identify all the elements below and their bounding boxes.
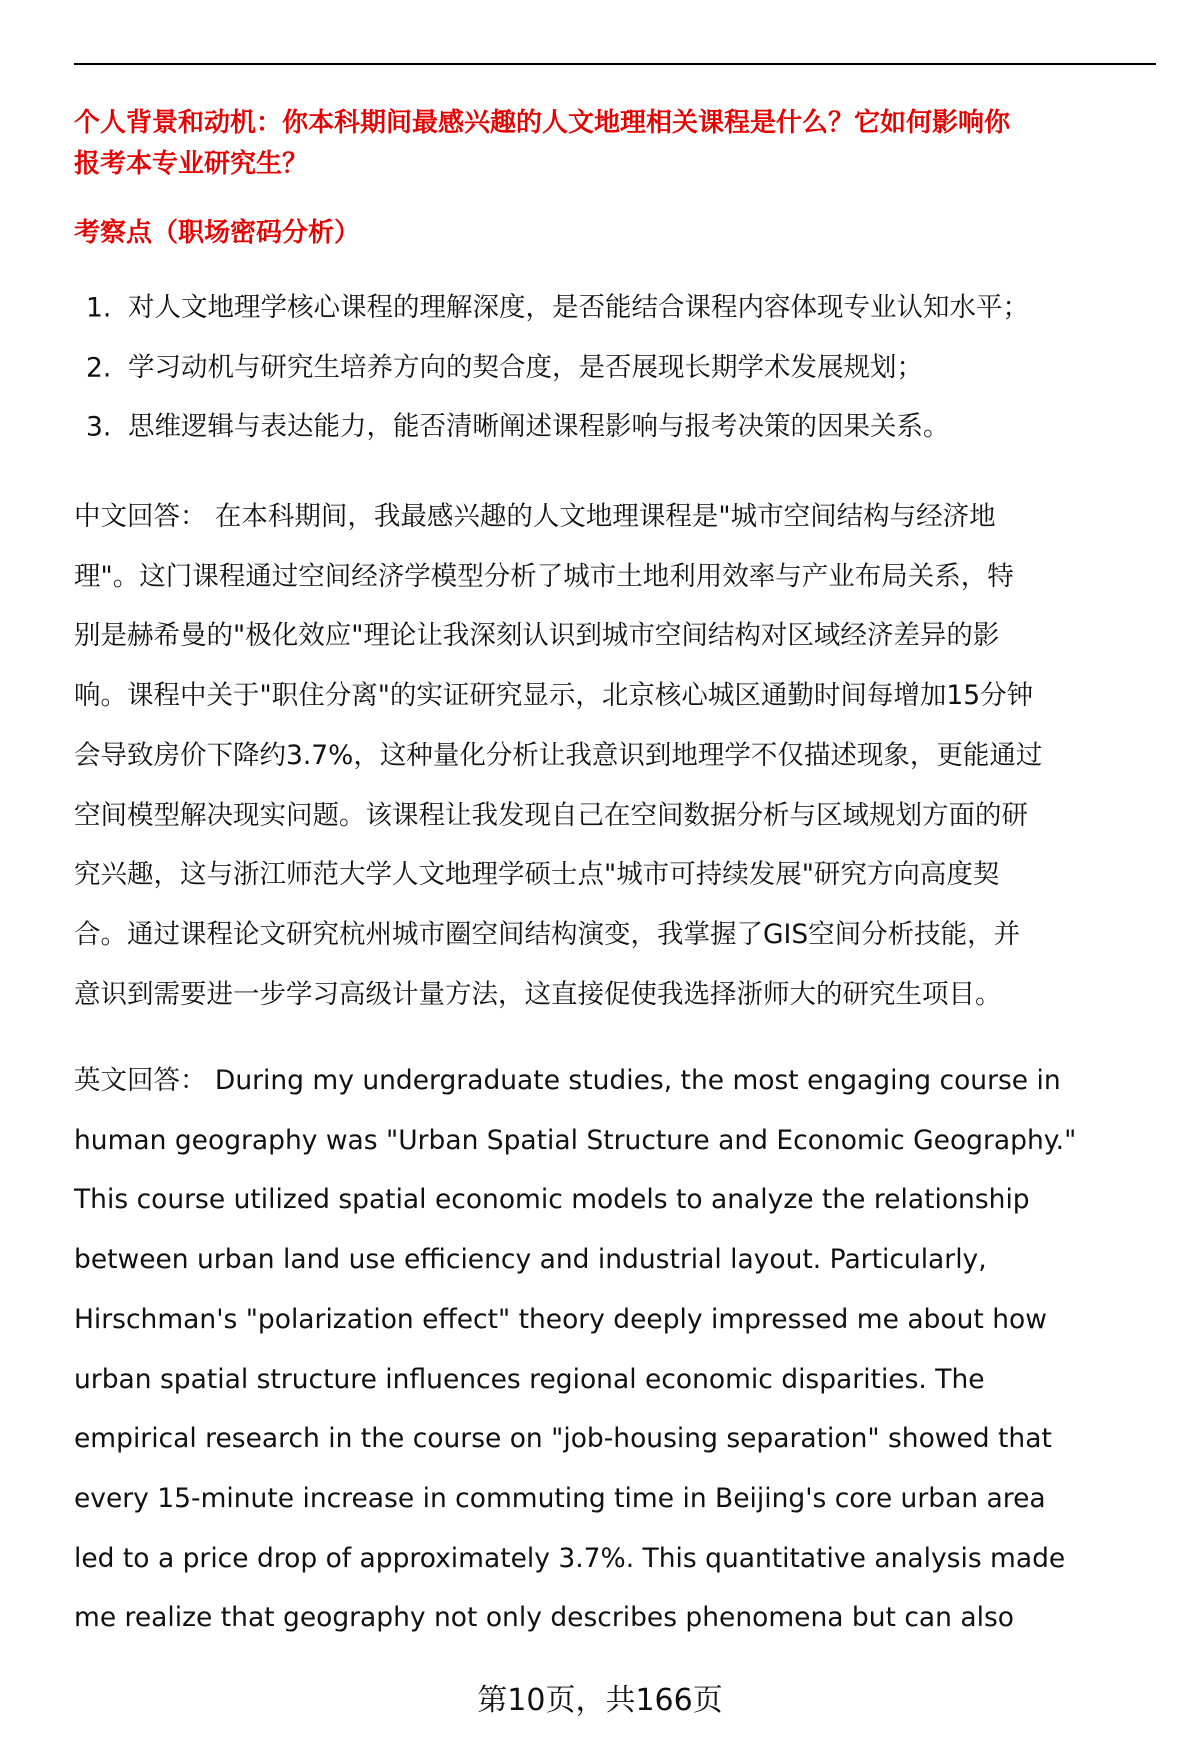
point-number: 2. — [86, 352, 112, 384]
answer-line: Hirschman's "polarization effect" theory deeply impressed me about how — [74, 1303, 1047, 1335]
answer-line: 会导致房价下降约3.7%，这种量化分析让我意识到地理学不仅描述现象，更能通过 — [74, 739, 1043, 771]
point-number: 1. — [86, 292, 112, 324]
answer-line: human geography was "Urban Spatial Structure and Economic Geography." — [74, 1124, 1077, 1156]
answer-line: 中文回答： 在本科期间，我最感兴趣的人文地理课程是"城市空间结构与经济地 — [74, 501, 996, 532]
section-title: 考察点（职场密码分析） — [74, 218, 361, 248]
answer-line: urban spatial structure influences regional economic disparities. The — [74, 1363, 985, 1395]
answer-line: 响。课程中关于"职住分离"的实证研究显示，北京核心城区通勤时间每增加15分钟 — [74, 680, 1034, 712]
answer-line: every 15-minute increase in commuting time in Beijing's core urban area — [74, 1482, 1046, 1514]
answer-line: 英文回答： During my undergraduate studies, the most engaging course in — [74, 1065, 1061, 1096]
answer-line: 究兴趣，这与浙江师范大学人文地理学硕士点"城市可持续发展"研究方向高度契 — [74, 859, 1000, 891]
page-number: 第10页，共166页 — [477, 1683, 723, 1718]
point-text: 思维逻辑与表达能力，能否清晰阐述课程影响与报考决策的因果关系。 — [128, 411, 950, 443]
answer-line: 理"。这门课程通过空间经济学模型分析了城市土地利用效率与产业布局关系，特 — [74, 560, 1014, 592]
answer-line: empirical research in the course on "job-housing separation" showed that — [74, 1423, 1052, 1455]
answer-line: me realize that geography not only describes phenomena but can also — [74, 1602, 1015, 1634]
answer-line: led to a price drop of approximately 3.7%. This quantitative analysis made — [74, 1542, 1066, 1574]
answer-line: 别是赫希曼的"极化效应"理论让我深刻认识到城市空间结构对区域经济差异的影 — [74, 620, 1000, 652]
question-line-1: 个人背景和动机：你本科期间最感兴趣的人文地理相关课程是什么？它如何影响你 — [74, 108, 1011, 138]
answer-line: 合。通过课程论文研究杭州城市圈空间结构演变，我掌握了GIS空间分析技能，并 — [74, 918, 1021, 950]
header-rule — [74, 63, 1156, 65]
answer-line: 空间模型解决现实问题。该课程让我发现自己在空间数据分析与区域规划方面的研 — [74, 799, 1028, 831]
answer-line: between urban land use efficiency and industrial layout. Particularly, — [74, 1244, 987, 1276]
question-line-2: 报考本专业研究生？ — [74, 149, 309, 179]
point-text: 学习动机与研究生培养方向的契合度，是否展现长期学术发展规划； — [128, 351, 923, 383]
answer-line: This course utilized spatial economic models to analyze the relationship — [74, 1184, 1030, 1216]
point-text: 对人文地理学核心课程的理解深度，是否能结合课程内容体现专业认知水平； — [128, 292, 1029, 323]
answer-line: 意识到需要进一步学习高级计量方法，这直接促使我选择浙师大的研究生项目。 — [74, 978, 1002, 1010]
point-number: 3. — [86, 411, 112, 443]
